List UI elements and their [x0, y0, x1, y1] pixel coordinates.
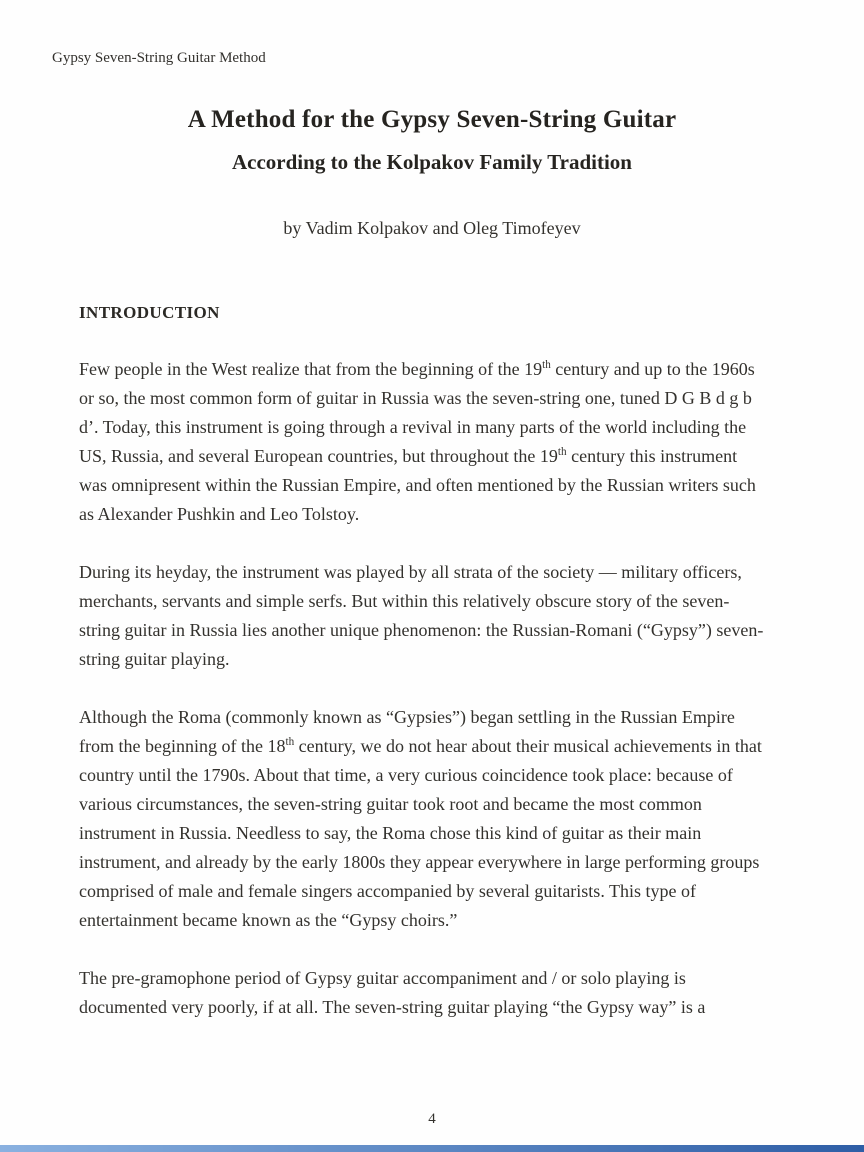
- document-body: [79, 303, 769, 1051]
- section-heading: INTRODUCTION: [79, 303, 220, 322]
- paragraph: Few people in the West realize that from the beginning of the 19th century and up to the 1960s or so, the most common form of guitar in Russia was the seven-string one, tuned D G B d g b d’. Today, this instrument is going through a revival in many parts of the world including the US, Russia, and several European countries, but throughout the 19th century this instrument was omnipresent within the Russian Empire, and often mentioned by the Russian writers such as Alexander Pushkin and Leo Tolstoy.: [79, 359, 756, 524]
- body-paragraphs: [79, 355, 769, 1022]
- page-title: A Method for the Gypsy Seven-String Guitar: [187, 106, 677, 133]
- bottom-accent-bar: [0, 1145, 864, 1152]
- running-header: Gypsy Seven-String Guitar Method: [52, 50, 266, 66]
- title-block: [0, 106, 864, 175]
- page-subtitle: According to the Kolpakov Family Tradition: [232, 150, 632, 174]
- paragraph: During its heyday, the instrument was played by all strata of the society — military officers, merchants, servants and simple serfs. But within this relatively obscure story of the seven-string guitar in Russia lies another unique phenomenon: the Russian-Romani (“Gypsy”) seven-string guitar playing.: [79, 562, 764, 669]
- byline: by Vadim Kolpakov and Oleg Timofeyev: [283, 218, 581, 238]
- page-number: 4: [428, 1111, 436, 1127]
- paragraph: The pre-gramophone period of Gypsy guitar accompaniment and / or solo playing is documented very poorly, if at all. The seven-string guitar playing “the Gypsy way” is a: [79, 968, 706, 1017]
- paragraph: Although the Roma (commonly known as “Gypsies”) began settling in the Russian Empire from the beginning of the 18th century, we do not hear about their musical achievements in that country until the 1790s. About that time, a very curious coincidence took place: because of various circumstances, the seven-string guitar took root and became the most common instrument in Russia. Needless to say, the Roma chose this kind of guitar as their main instrument, and already by the early 1800s they appear everywhere in large performing groups comprised of male and female singers accompanied by several guitarists. This type of entertainment became known as the “Gypsy choirs.”: [79, 707, 762, 930]
